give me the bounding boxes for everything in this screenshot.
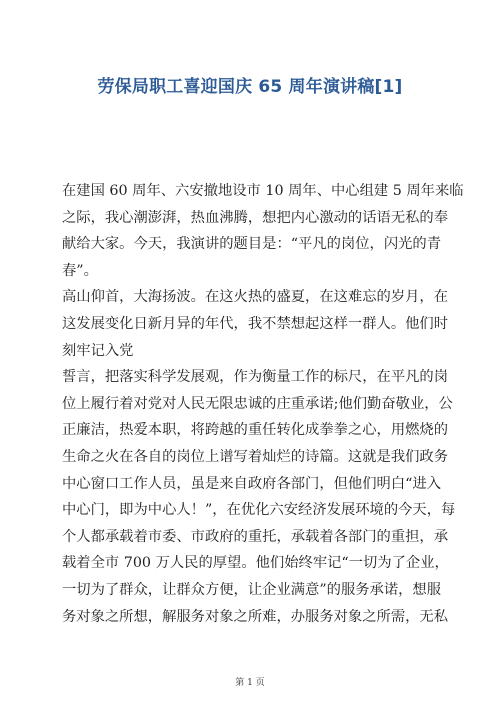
body-line: 个人都承载着市委、市政府的重托，承载着各部门的重担，承 — [62, 528, 449, 545]
body-line: 一切为了群众，让群众方便，让企业满意”的服务承诺，想服 — [62, 581, 442, 598]
body-line: 中心门，即为中心人！”，在优化六安经济发展环境的今天，每 — [62, 502, 456, 519]
body-line: 高山仰首，大海扬波。在这火热的盛夏，在这难忘的岁月，在 — [62, 289, 449, 306]
body-line: 中心窗口工作人员，虽是来自政府各部门，但他们明白“进入 — [62, 475, 442, 492]
body-line: 春”。 — [62, 262, 98, 279]
body-line: 刻牢记入党 — [62, 342, 134, 359]
page-number: 第 1 页 — [235, 678, 265, 688]
body-line: 载着全市 700 万人民的厚望。他们始终牢记“一切为了企业， — [62, 555, 449, 572]
body-line: 位上履行着对党对人民无限忠诚的庄重承诺;他们勤奋敬业，公 — [62, 395, 453, 412]
document-title: 劳保局职工喜迎国庆 65 周年演讲稿[1] — [97, 77, 403, 97]
body-line: 正廉洁，热爱本职，将跨越的重任转化成拳拳之心，用燃烧的 — [62, 422, 449, 439]
body-line: 务对象之所想，解服务对象之所难，办服务对象之所需，无私 — [62, 608, 449, 625]
document-body — [62, 178, 464, 630]
body-line: 生命之火在各自的岗位上谱写着灿烂的诗篇。这就是我们政务 — [62, 448, 449, 465]
body-line: 誓言，把落实科学发展观，作为衡量工作的标尺，在平凡的岗 — [62, 369, 449, 386]
body-line: 这发展变化日新月异的年代，我不禁想起这样一群人。他们时 — [62, 315, 449, 332]
body-line: 之际，我心潮澎湃，热血沸腾，想把内心激动的话语无私的奉 — [62, 209, 449, 226]
body-line: 献给大家。今天，我演讲的题目是：“平凡的岗位，闪光的青 — [62, 236, 442, 253]
body-line: 在建国 60 周年、六安撤地设市 10 周年、中心组建 5 周年来临 — [62, 183, 464, 199]
